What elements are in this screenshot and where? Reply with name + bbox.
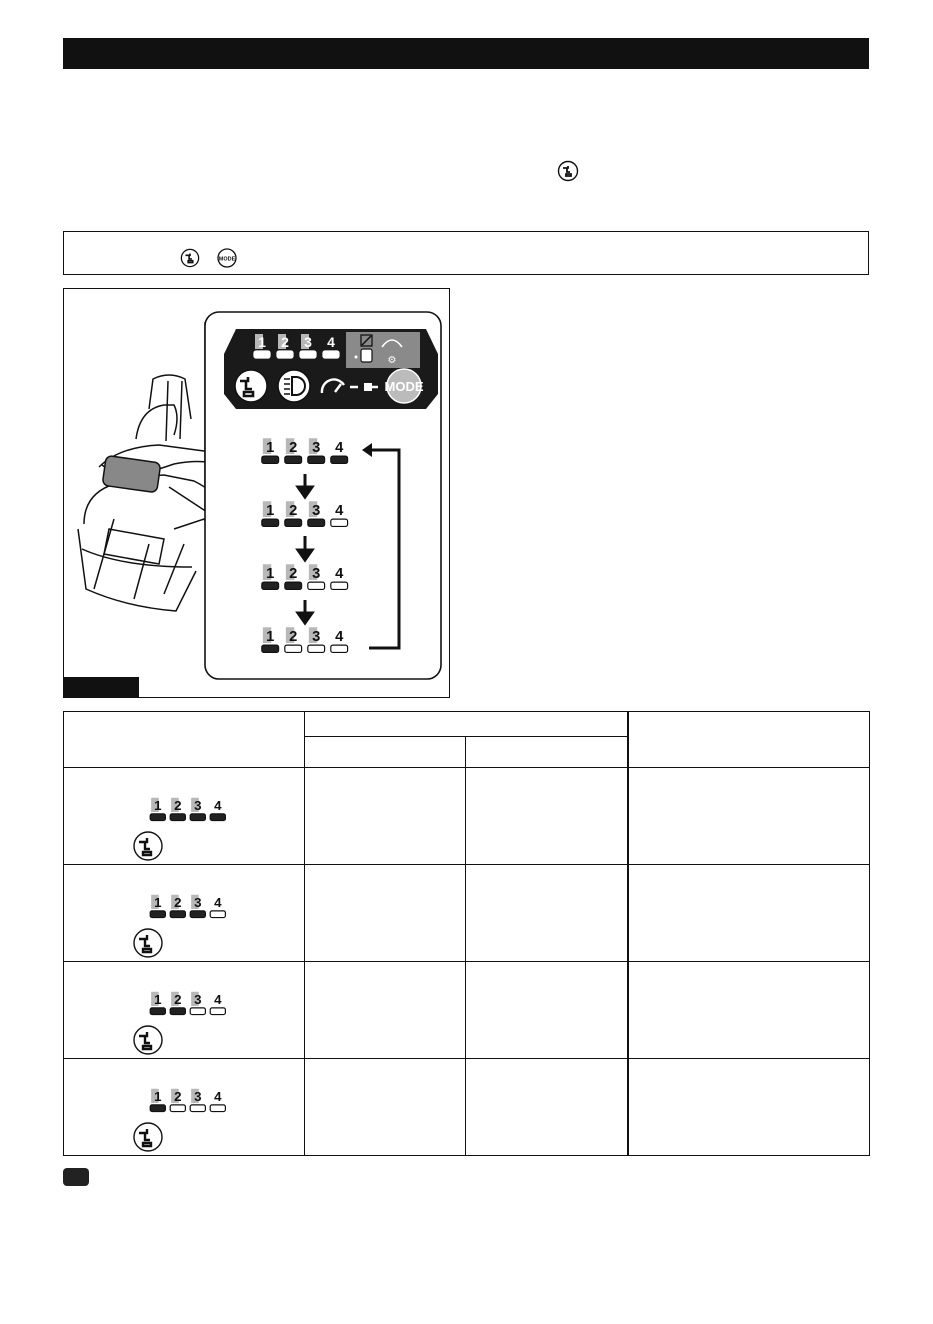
level-digit: 4 (335, 502, 344, 519)
level-digit: 4 (335, 439, 344, 456)
table-row (64, 962, 870, 1059)
level-digit: 2 (289, 565, 298, 582)
led-display-row-3 (64, 962, 304, 1058)
level-digit: 1 (154, 798, 162, 814)
level-led-on (170, 911, 185, 918)
level-digit: 4 (327, 334, 335, 350)
level-digit: 3 (194, 1089, 202, 1105)
level-led-on (285, 582, 302, 589)
table-header-group (305, 712, 628, 737)
level-led-on (331, 456, 348, 463)
level-led-on (277, 351, 293, 358)
mode-table (63, 711, 870, 1156)
level-digit: 2 (174, 798, 182, 814)
level-led-off (170, 1105, 185, 1112)
level-led-on (190, 911, 205, 918)
level-digit: 2 (174, 1089, 182, 1105)
level-digit: 3 (312, 565, 321, 582)
level-led-on (285, 519, 302, 526)
mode-button-label: MODE (384, 379, 424, 394)
section-title-bar (63, 38, 869, 69)
level-digit: 1 (154, 992, 162, 1008)
level-digit: 3 (194, 895, 202, 911)
led-display-row-2 (64, 865, 304, 961)
level-digit: 4 (335, 565, 344, 582)
level-digit: 1 (154, 1089, 162, 1105)
level-led-on (190, 814, 205, 821)
impact-mode-icon (134, 929, 162, 957)
level-digit: 3 (194, 992, 202, 1008)
mode-selection-figure (63, 288, 450, 698)
level-digit: 1 (258, 334, 266, 350)
level-led-on (262, 645, 279, 652)
level-led-on (262, 519, 279, 526)
table-header-display (64, 712, 305, 768)
level-digit: 4 (335, 628, 344, 645)
level-digit: 4 (214, 1089, 222, 1105)
table-header-sub-1 (305, 737, 466, 768)
level-digit: 2 (289, 628, 298, 645)
level-digit: 4 (214, 895, 222, 911)
level-digit: 3 (312, 628, 321, 645)
level-digit: 1 (266, 439, 275, 456)
level-led-off (190, 1008, 205, 1015)
figure-label (64, 677, 139, 697)
table-row (64, 865, 870, 962)
level-led-on (323, 351, 339, 358)
level-digit: 1 (154, 895, 162, 911)
level-led-off (308, 582, 325, 589)
level-led-on (210, 814, 225, 821)
level-digit: 2 (174, 992, 182, 1008)
level-digit: 2 (281, 334, 289, 350)
level-led-off (210, 1105, 225, 1112)
mode-button-icon (217, 248, 237, 268)
level-led-off (331, 645, 348, 652)
level-led-off (285, 645, 302, 652)
level-led-off (331, 519, 348, 526)
level-led-on (150, 911, 165, 918)
level-led-on (308, 456, 325, 463)
level-led-on (262, 582, 279, 589)
level-digit: 2 (174, 895, 182, 911)
level-led-on (308, 519, 325, 526)
level-led-on (150, 814, 165, 821)
level-digit: 1 (266, 628, 275, 645)
impact-mode-icon (134, 1026, 162, 1054)
impact-mode-icon (180, 248, 200, 268)
table-row (64, 768, 870, 865)
level-digit: 2 (289, 502, 298, 519)
level-led-off (210, 911, 225, 918)
level-digit: 4 (214, 992, 222, 1008)
impact-mode-icon (134, 1123, 162, 1151)
level-led-on (285, 456, 302, 463)
level-led-on (170, 1008, 185, 1015)
impact-mode-icon (557, 160, 579, 182)
level-led-on (170, 814, 185, 821)
level-digit: 3 (194, 798, 202, 814)
impact-mode-icon (134, 832, 162, 860)
level-led-on (254, 351, 270, 358)
led-display-row-1 (64, 768, 304, 864)
level-led-on (150, 1105, 165, 1112)
table-header-application (628, 712, 870, 768)
level-digit: 1 (266, 502, 275, 519)
level-led-off (190, 1105, 205, 1112)
note-marker (63, 1168, 89, 1186)
level-led-on (150, 1008, 165, 1015)
level-led-off (210, 1008, 225, 1015)
svg-text:⚙: ⚙ (387, 355, 397, 366)
level-led-off (308, 645, 325, 652)
level-digit: 3 (312, 439, 321, 456)
led-display-row-4 (64, 1059, 304, 1155)
level-digit: 3 (304, 334, 312, 350)
level-led-on (300, 351, 316, 358)
level-led-off (331, 582, 348, 589)
level-led-on (262, 456, 279, 463)
table-header-sub-2 (466, 737, 628, 768)
level-digit: 3 (312, 502, 321, 519)
table-row (64, 1059, 870, 1156)
svg-text:MODE: MODE (218, 256, 236, 263)
level-digit: 2 (289, 439, 298, 456)
level-digit: 4 (214, 798, 222, 814)
level-digit: 1 (266, 565, 275, 582)
